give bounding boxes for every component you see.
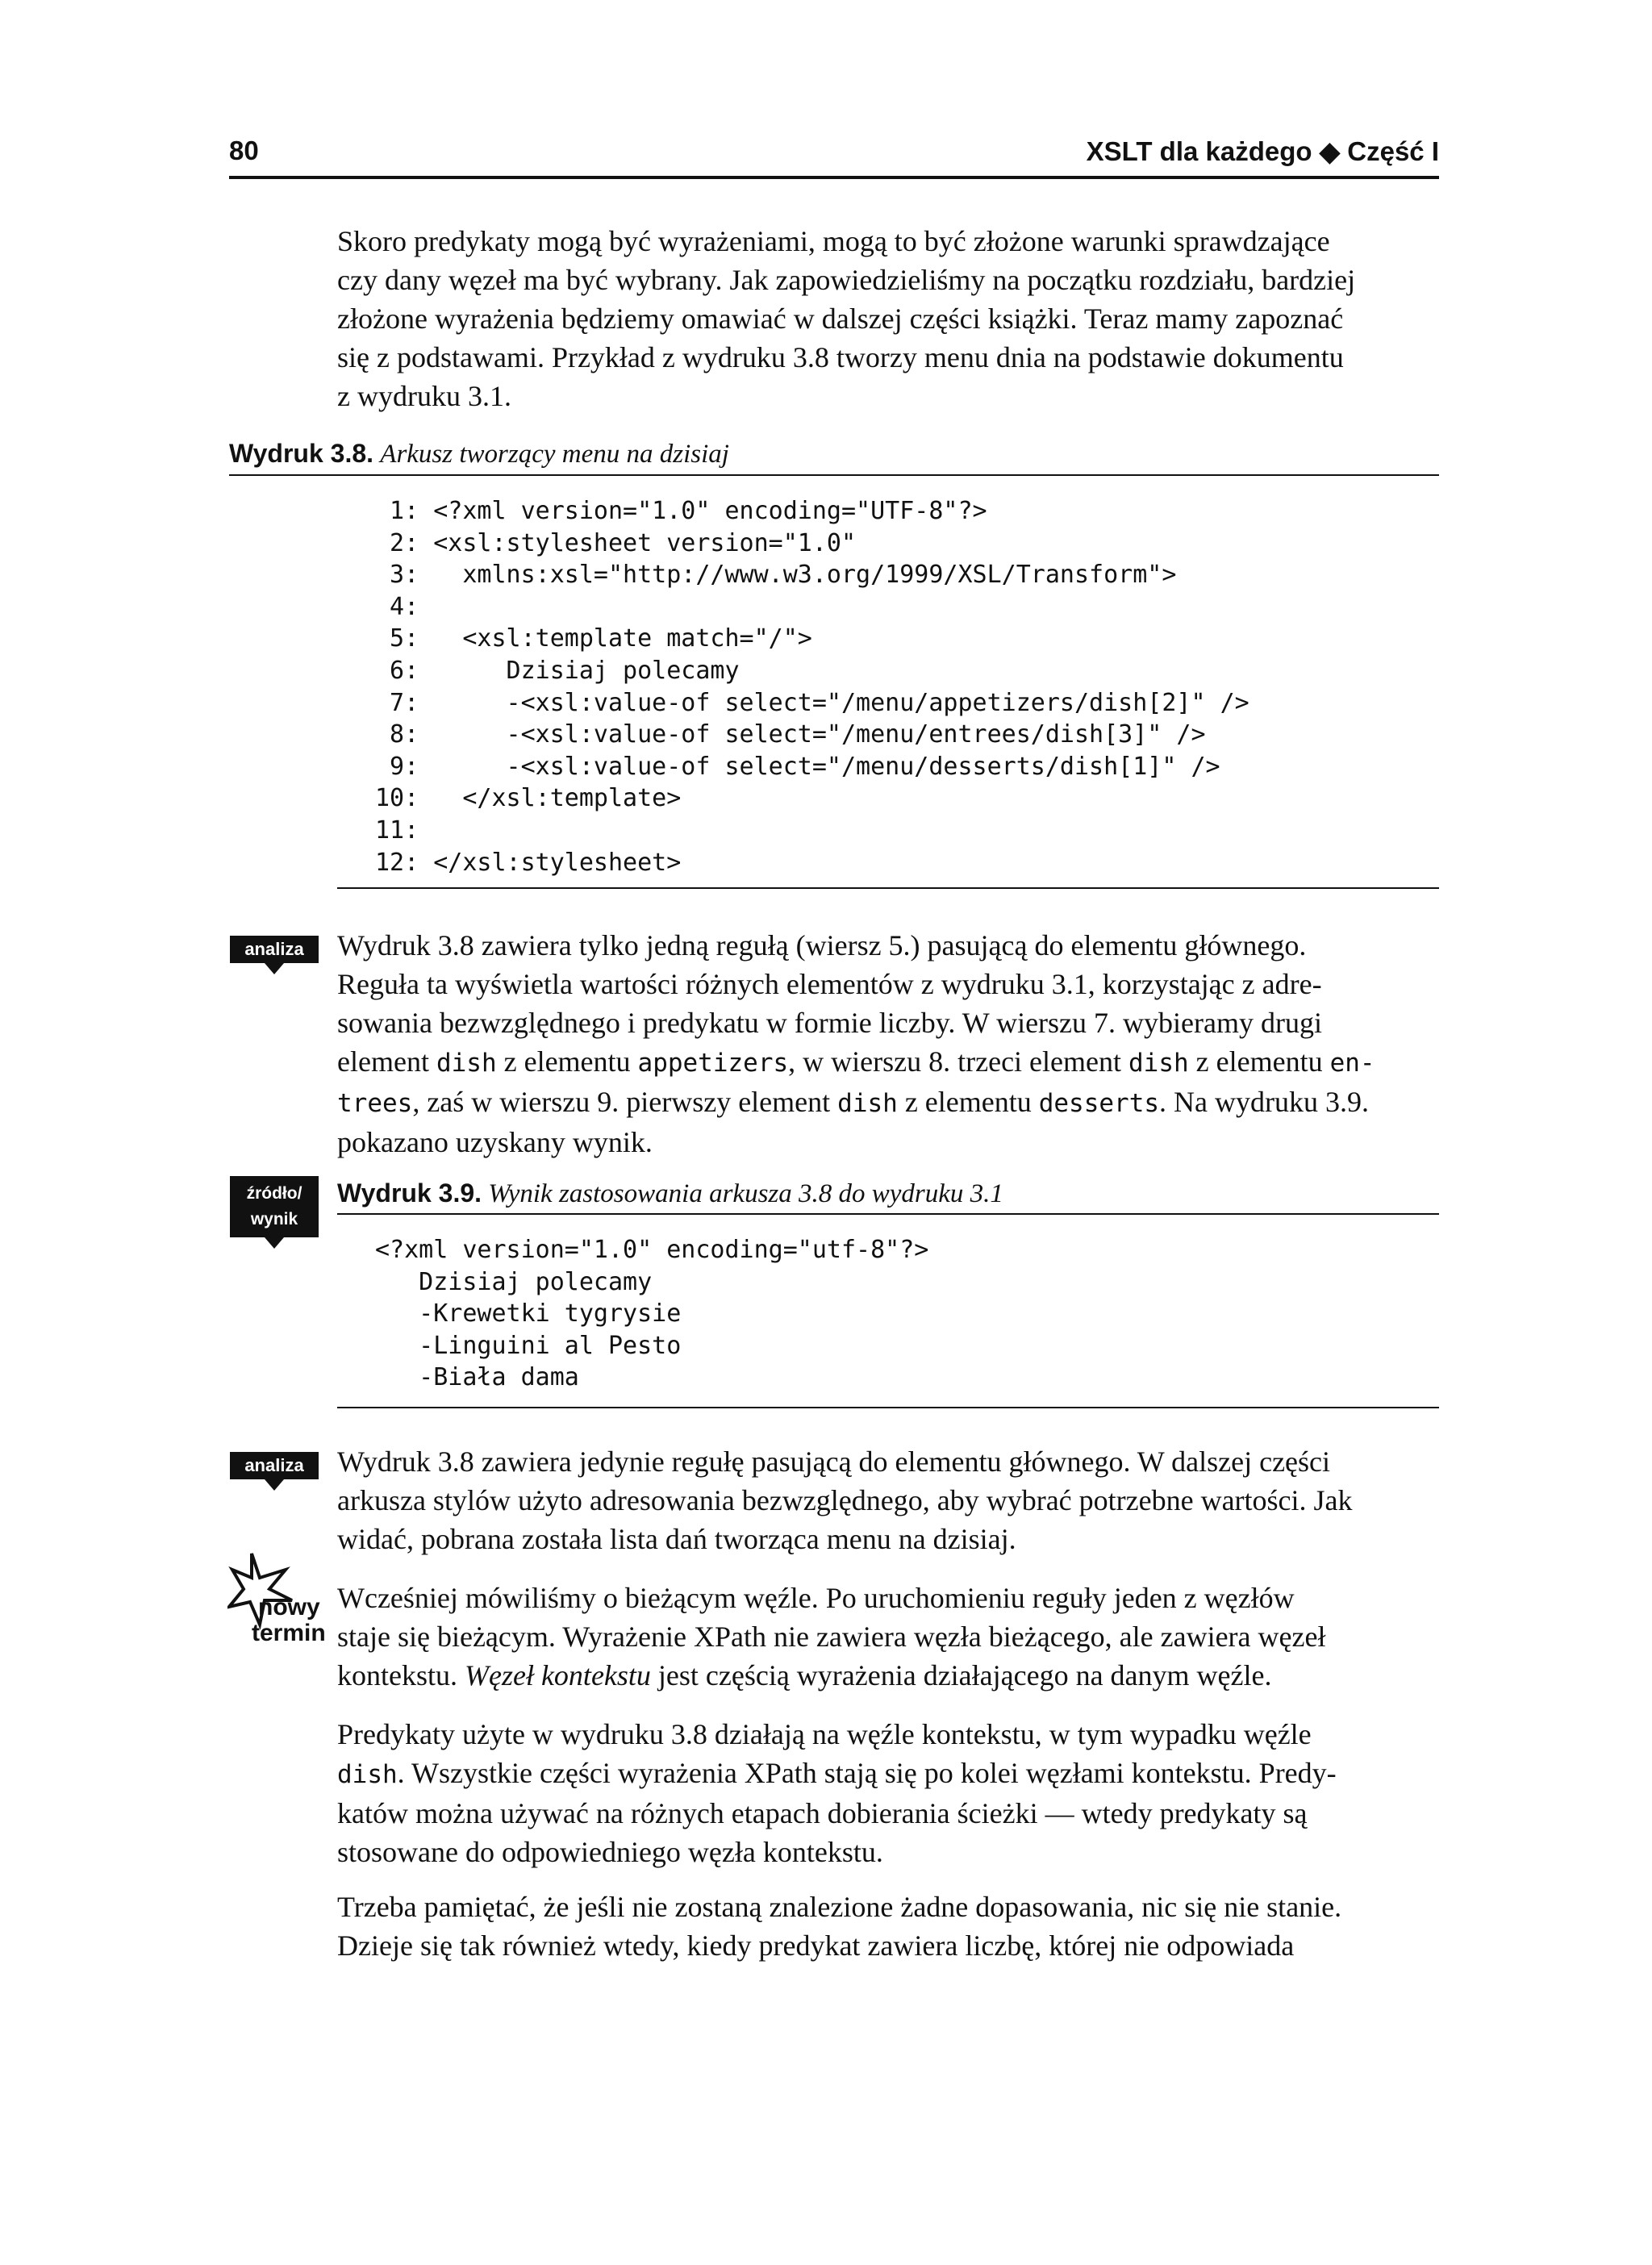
analiza-badge: analiza (230, 1452, 319, 1479)
text-line: arkusza stylów użyto adresowania bezwzględnego, aby wybrać potrzebne wartości. Jak (337, 1484, 1353, 1516)
text-line: Reguła ta wyświetla wartości różnych elementów z wydruku 3.1, korzystając z adre- (337, 968, 1322, 1000)
text-run: jest częścią wyrażenia działającego na danym węźle. (650, 1659, 1272, 1691)
inline-code: dish (337, 1760, 398, 1789)
listing-title: Wynik zastosowania arkusza 3.8 do wydruku 3.1 (488, 1179, 1003, 1208)
new-term-word: termin (252, 1620, 326, 1646)
text-line: Wcześniej mówiliśmy o bieżącym węźle. Po uruchomieniu reguły jeden z węzłów (337, 1582, 1295, 1614)
text-run: , w wierszu 8. trzeci element (788, 1045, 1128, 1078)
text-line: się z podstawami. Przykład z wydruku 3.8 tworzy menu dnia na podstawie dokumentu (337, 341, 1344, 373)
inline-code: dish (436, 1049, 497, 1078)
text-line: Trzeba pamiętać, że jeśli nie zostaną znalezione żadne dopasowania, nic się nie stanie. (337, 1891, 1342, 1923)
code-line: 12: </xsl:stylesheet> (375, 848, 682, 877)
page-number: 80 (229, 136, 259, 165)
badge-tab-icon (265, 1237, 284, 1249)
text-line: Wydruk 3.8 zawiera jedynie regułę pasującą do elementu głównego. W dalszej części (337, 1445, 1331, 1478)
code-line: 1: <?xml version="1.0" encoding="UTF-8"?> (375, 497, 987, 525)
listing-3-9-code (375, 1234, 928, 1394)
text-line: pokazano uzyskany wynik. (337, 1126, 653, 1158)
listing-end-rule (337, 887, 1439, 889)
text-run: z elementu (496, 1045, 638, 1078)
analiza-margin-icon (230, 936, 319, 974)
predicates-paragraph (337, 1715, 1436, 1871)
code-line: 10: </xsl:template> (375, 784, 682, 813)
text-line (337, 1042, 1436, 1082)
code-line: -Linguini al Pesto (375, 1331, 682, 1360)
final-paragraph (337, 1888, 1436, 1965)
text-run: , zaś w wierszu 9. pierwszy element (412, 1086, 838, 1118)
code-line: 4: (375, 592, 419, 621)
code-line: 6: Dzisiaj polecamy (375, 656, 740, 685)
text-line: widać, pobrana została lista dań tworząca menu na dzisiaj. (337, 1523, 1016, 1555)
code-line: 7: -<xsl:value-of select="/menu/appetizers/dish[2]" /> (375, 688, 1249, 717)
text-line: Skoro predykaty mogą być wyrażeniami, mogą to być złożone warunki sprawdzające (337, 225, 1330, 257)
inline-code: trees (337, 1089, 413, 1118)
inline-code: appetizers (637, 1049, 789, 1078)
text-line: staje się bieżącym. Wyrażenie XPath nie zawiera węzła bieżącego, ale zawiera węzeł (337, 1621, 1326, 1653)
code-line: 2: <xsl:stylesheet version="1.0" (375, 528, 857, 557)
text-line: stosowane do odpowiedniego węzła kontekstu. (337, 1836, 883, 1868)
text-run: element (337, 1045, 436, 1078)
defined-term: Węzeł kontekstu (465, 1659, 651, 1691)
nowy-termin-icon (227, 1550, 324, 1655)
text-line: Dzieje się tak również wtedy, kiedy predykat zawiera liczbę, której nie odpowiada (337, 1929, 1295, 1962)
inline-code: desserts (1038, 1089, 1160, 1118)
analiza-margin-icon (230, 1452, 319, 1491)
text-run: kontekstu. (337, 1659, 465, 1691)
analysis-1-paragraph (337, 926, 1436, 1162)
text-run: . Na wydruku 3.9. (1159, 1086, 1370, 1118)
listing-title: Arkusz tworzący menu na dzisiaj (380, 440, 729, 469)
listing-end-rule (337, 1407, 1439, 1408)
listing-label: Wydruk 3.8. (229, 439, 374, 468)
text-line: z wydruku 3.1. (337, 380, 511, 412)
code-line: 9: -<xsl:value-of select="/menu/desserts/dish[1]" /> (375, 752, 1220, 781)
badge-tab-icon (265, 963, 284, 974)
text-line (337, 1656, 1436, 1695)
code-line: Dzisiaj polecamy (375, 1267, 653, 1296)
listing-3-8-code (375, 495, 1249, 878)
text-line: Predykaty użyte w wydruku 3.8 działają na węźle kontekstu, w tym wypadku węźle (337, 1718, 1312, 1750)
inline-code: dish (1128, 1049, 1189, 1078)
code-line: 3: xmlns:xsl="http://www.w3.org/1999/XSL/Transform"> (375, 561, 1177, 590)
inline-code: en- (1329, 1049, 1375, 1078)
analiza-badge: analiza (230, 936, 319, 963)
badge-tab-icon (265, 1479, 284, 1491)
zrodlo-wynik-margin-icon (230, 1176, 319, 1249)
code-line: 8: -<xsl:value-of select="/menu/entrees/dish[3]" /> (375, 720, 1206, 749)
new-term-paragraph (337, 1579, 1436, 1695)
text-run: z elementu (1188, 1045, 1330, 1078)
code-line: -Krewetki tygrysie (375, 1299, 682, 1329)
code-line: 11: (375, 815, 419, 845)
inline-code: dish (837, 1089, 898, 1118)
text-line: katów można używać na różnych etapach dobierania ścieżki — wtedy predykaty są (337, 1797, 1308, 1829)
listing-3-8-caption (229, 439, 729, 469)
caption-rule (337, 1213, 1439, 1215)
badge-line: wynik (250, 1210, 298, 1228)
intro-paragraph (337, 222, 1436, 415)
text-line (337, 1082, 1436, 1123)
code-line: 5: <xsl:template match="/"> (375, 624, 812, 653)
text-line: Wydruk 3.8 zawiera tylko jedną regułą (wiersz 5.) pasującą do elementu głównego. (337, 929, 1307, 961)
text-line: czy dany węzeł ma być wybrany. Jak zapowiedzieliśmy na początku rozdziału, bardziej (337, 264, 1356, 296)
code-line: -Biała dama (375, 1363, 579, 1392)
code-line: <?xml version="1.0" encoding="utf-8"?> (375, 1236, 929, 1264)
running-title: XSLT dla każdego ◆ Część I (1086, 136, 1439, 166)
caption-rule (229, 474, 1439, 476)
text-line (337, 1754, 1436, 1794)
new-term-word: nowy (258, 1594, 320, 1621)
listing-label: Wydruk 3.9. (337, 1178, 482, 1208)
text-line: sowania bezwzględnego i predykatu w formie liczby. W wierszu 7. wybieramy drugi (337, 1007, 1322, 1039)
listing-3-9-caption (337, 1178, 1003, 1209)
text-run: . Wszystkie części wyrażenia XPath stają się po kolei węzłami kontekstu. Predy- (397, 1757, 1337, 1789)
badge-line: źródło/ (246, 1184, 302, 1203)
zrodlo-wynik-badge (230, 1176, 319, 1237)
analysis-2-paragraph (337, 1442, 1436, 1558)
text-run: z elementu (897, 1086, 1039, 1118)
text-line: złożone wyrażenia będziemy omawiać w dalszej części książki. Teraz mamy zapoznać (337, 302, 1344, 335)
header-rule (229, 176, 1439, 179)
